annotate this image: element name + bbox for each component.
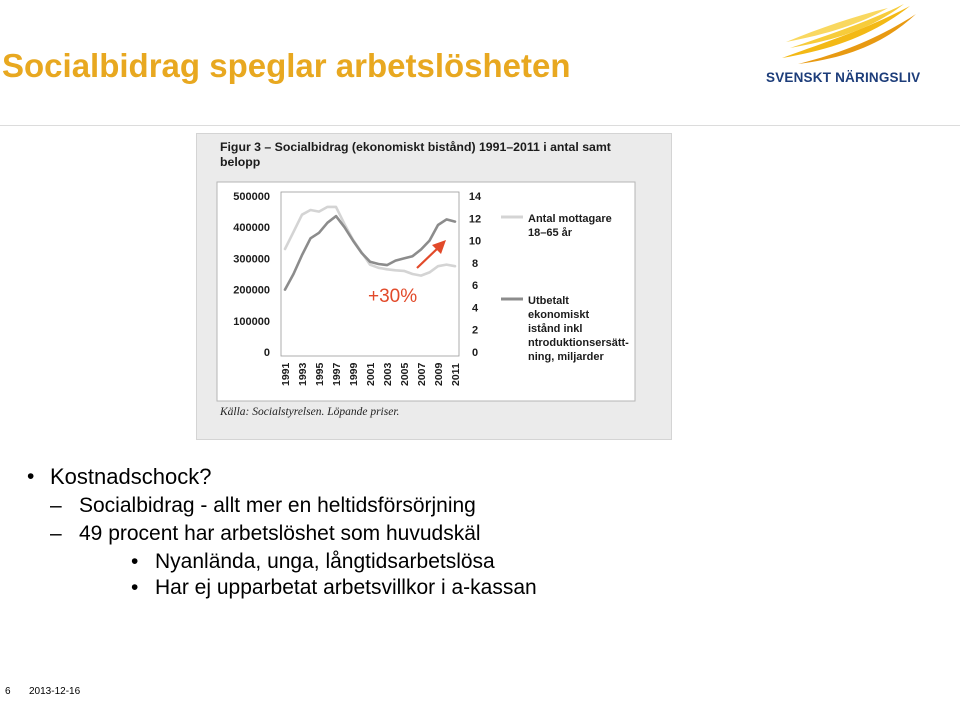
bullet-text: 49 procent har arbetslöshet som huvudskäl bbox=[79, 522, 481, 545]
x-tick-label: 1995 bbox=[314, 362, 326, 386]
y-left-tick-label: 200000 bbox=[233, 284, 270, 297]
y-left-tick-label: 300000 bbox=[233, 253, 270, 266]
x-tick-label: 2009 bbox=[433, 362, 445, 386]
y-right-tick-label: 6 bbox=[471, 280, 479, 293]
bullet-text: Socialbidrag - allt mer en heltidsförsörjning bbox=[79, 494, 476, 517]
bullet-text: Har ej upparbetat arbetsvillkor i a-kassan bbox=[155, 576, 537, 599]
y-right-tick-label: 14 bbox=[468, 191, 482, 203]
bullet-marker: • bbox=[27, 465, 35, 488]
bullet-text: Kostnadschock? bbox=[50, 464, 212, 489]
chart-svg bbox=[197, 134, 673, 441]
x-tick-label: 2001 bbox=[365, 362, 377, 386]
page-number: 6 bbox=[5, 686, 11, 697]
y-right-tick-label: 0 bbox=[471, 347, 479, 359]
y-right-tick-label: 4 bbox=[471, 302, 479, 315]
slide-date: 2013-12-16 bbox=[29, 686, 81, 697]
bullet-marker: • bbox=[131, 576, 139, 599]
company-logo bbox=[760, 2, 932, 90]
legend-label-2: Utbetalt ekonomiskt istånd inkl ntroduktionsersätt-ning, miljarder bbox=[528, 295, 629, 363]
header-divider bbox=[0, 125, 960, 126]
y-right-tick-label: 2 bbox=[471, 324, 479, 337]
y-right-tick-label: 8 bbox=[471, 257, 479, 270]
y-left-tick-label: 0 bbox=[263, 347, 270, 359]
bullet-marker: • bbox=[131, 550, 139, 573]
y-right-tick-label: 10 bbox=[468, 235, 482, 248]
x-tick-label: 1997 bbox=[331, 362, 343, 386]
x-tick-label: 1999 bbox=[348, 362, 360, 386]
logo-text: SVENSKT NÄRINGSLIV bbox=[766, 70, 921, 85]
x-tick-label: 2011 bbox=[450, 363, 462, 386]
y-right-tick-label: 12 bbox=[468, 213, 482, 226]
bullet-marker: – bbox=[50, 522, 62, 545]
x-tick-label: 2005 bbox=[399, 362, 411, 386]
plot-area bbox=[281, 192, 459, 356]
logo-swoosh-icon bbox=[760, 2, 932, 68]
chart-source: Källa: Socialstyrelsen. Löpande priser. bbox=[220, 406, 400, 418]
x-tick-label: 1991 bbox=[280, 362, 292, 386]
x-tick-label: 2003 bbox=[382, 362, 394, 386]
legend-label-1: Antal mottagare 18–65 år bbox=[528, 213, 612, 239]
slide-title: Socialbidrag speglar arbetslösheten bbox=[2, 47, 571, 84]
x-tick-label: 2007 bbox=[416, 362, 428, 386]
bullet-text: Nyanlända, unga, långtidsarbetslösa bbox=[155, 550, 495, 573]
y-left-tick-label: 100000 bbox=[233, 315, 270, 328]
annotation-label: +30% bbox=[368, 286, 418, 307]
chart-title: Figur 3 – Socialbidrag (ekonomiskt bistånd) 1991–2011 i antal samt belopp bbox=[220, 140, 611, 169]
chart-figure bbox=[196, 133, 672, 440]
y-left-tick-label: 400000 bbox=[233, 222, 270, 235]
bullet-marker: – bbox=[50, 494, 62, 517]
y-left-tick-label: 500000 bbox=[233, 191, 270, 203]
x-tick-label: 1993 bbox=[297, 362, 309, 386]
